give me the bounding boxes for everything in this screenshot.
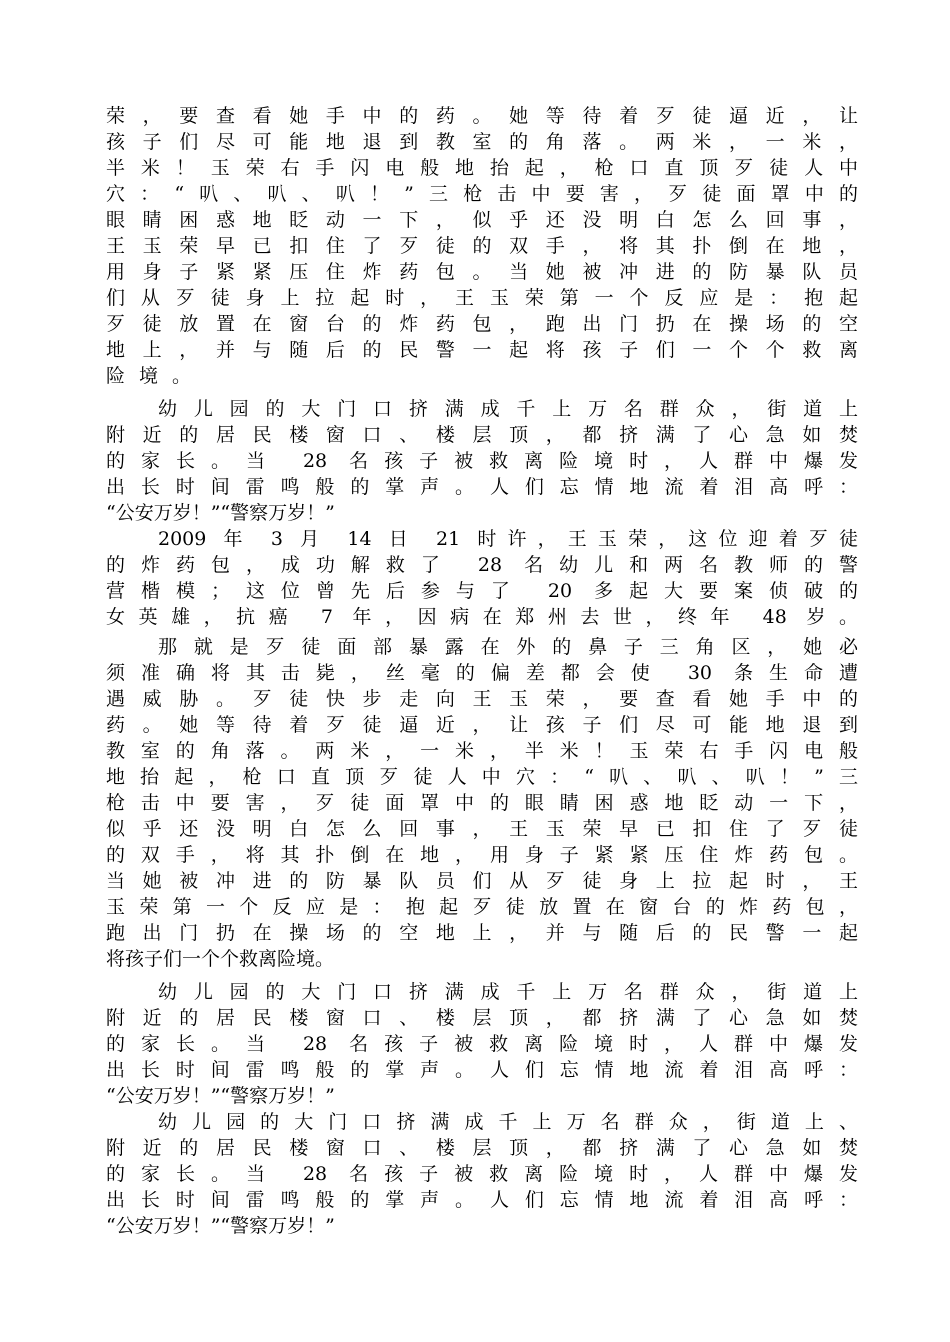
text-line: 出长时间雷鸣般的掌声。人们忘情地流着泪高呼： [106,476,858,498]
text-line: 半米！玉荣右手闪电般地抬起，枪口直顶歹徒人中 [106,157,858,179]
text-line: 荣，要查看她手中的药。她等待着歹徒逼近，让 [106,105,858,127]
text-line: “公安万岁！”“警察万岁！” [106,1215,335,1237]
text-line: 王玉荣早已扣住了歹徒的双手，将其扑倒在地， [106,235,858,257]
text-line: 附近的居民楼窗口、楼层顶，都挤满了心急如焚 [106,1137,858,1159]
text-line: 们从歹徒身上拉起时，王玉荣第一个反应是：抱起 [106,287,858,309]
text-line: 的家长。当 28 名孩子被救离险境时，人群中爆发 [106,1033,858,1055]
text-line: 玉荣第一个反应是：抱起歹徒放置在窗台的炸药包， [106,896,858,918]
text-line: 出长时间雷鸣般的掌声。人们忘情地流着泪高呼： [106,1189,858,1211]
text-line: 的家长。当 28 名孩子被救离险境时，人群中爆发 [106,450,858,472]
text-line: 眼睛困惑地眨动一下，似乎还没明白怎么回事， [106,209,858,231]
text-line: 地上，并与随后的民警一起将孩子们一个个救离 [106,339,858,361]
text-line: “公安万岁！”“警察万岁！” [106,502,335,524]
text-line: 2009 年 3 月 14 日 21 时许，王玉荣，这位迎着歹徒 [158,528,858,550]
text-line: 险境。 [106,365,206,387]
text-line: 的炸药包，成功解救了 28 名幼儿和两名教师的警 [106,554,858,576]
text-line: 地抬起，枪口直顶歹徒人中穴：“叭、叭、叭！”三 [106,766,858,788]
text-line: 附近的居民楼窗口、楼层顶，都挤满了心急如焚 [106,424,858,446]
text-line: “公安万岁！”“警察万岁！” [106,1085,335,1107]
text-line: 出长时间雷鸣般的掌声。人们忘情地流着泪高呼： [106,1059,858,1081]
text-line: 将孩子们一个个救离险境。 [106,948,335,970]
text-line: 枪击中要害，歹徒面罩中的眼睛困惑地眨动一下， [106,792,858,814]
text-line: 那就是歹徒面部暴露在外的鼻子三角区，她必 [158,636,858,658]
text-line: 遇威胁。歹徒快步走向王玉荣，要查看她手中的 [106,688,858,710]
text-line: 穴：“叭、叭、叭！”三枪击中要害，歹徒面罩中的 [106,183,858,205]
text-line: 似乎还没明白怎么回事，王玉荣早已扣住了歹徒 [106,818,858,840]
text-line: 歹徒放置在窗台的炸药包，跑出门扔在操场的空 [106,313,858,335]
text-line: 的双手，将其扑倒在地，用身子紧紧压住炸药包。 [106,844,858,866]
text-line: 用身子紧紧压住炸药包。当她被冲进的防暴队员 [106,261,858,283]
text-line: 幼儿园的大门口挤满成千上万名群众，街道上 [158,398,858,420]
text-line: 幼儿园的大门口挤满成千上万名群众，街道上 [158,981,858,1003]
text-line: 药。她等待着歹徒逼近，让孩子们尽可能地退到 [106,714,858,736]
text-line: 附近的居民楼窗口、楼层顶，都挤满了心急如焚 [106,1007,858,1029]
text-line: 幼儿园的大门口挤满成千上万名群众，街道上、 [158,1111,858,1133]
text-line: 营楷模；这位曾先后参与了 20 多起大要案侦破的 [106,580,858,602]
text-line: 教室的角落。两米，一米，半米！玉荣右手闪电般 [106,740,858,762]
text-line: 须准确将其击毙，丝毫的偏差都会使 30 条生命遭 [106,662,858,684]
text-line: 的家长。当 28 名孩子被救离险境时，人群中爆发 [106,1163,858,1185]
text-line: 孩子们尽可能地退到教室的角落。两米，一米， [106,131,858,153]
text-line: 当她被冲进的防暴队员们从歹徒身上拉起时，王 [106,870,858,892]
text-line: 跑出门扔在操场的空地上，并与随后的民警一起 [106,922,858,944]
text-line: 女英雄，抗癌 7 年，因病在郑州去世，终年 48 岁。 [106,606,858,628]
